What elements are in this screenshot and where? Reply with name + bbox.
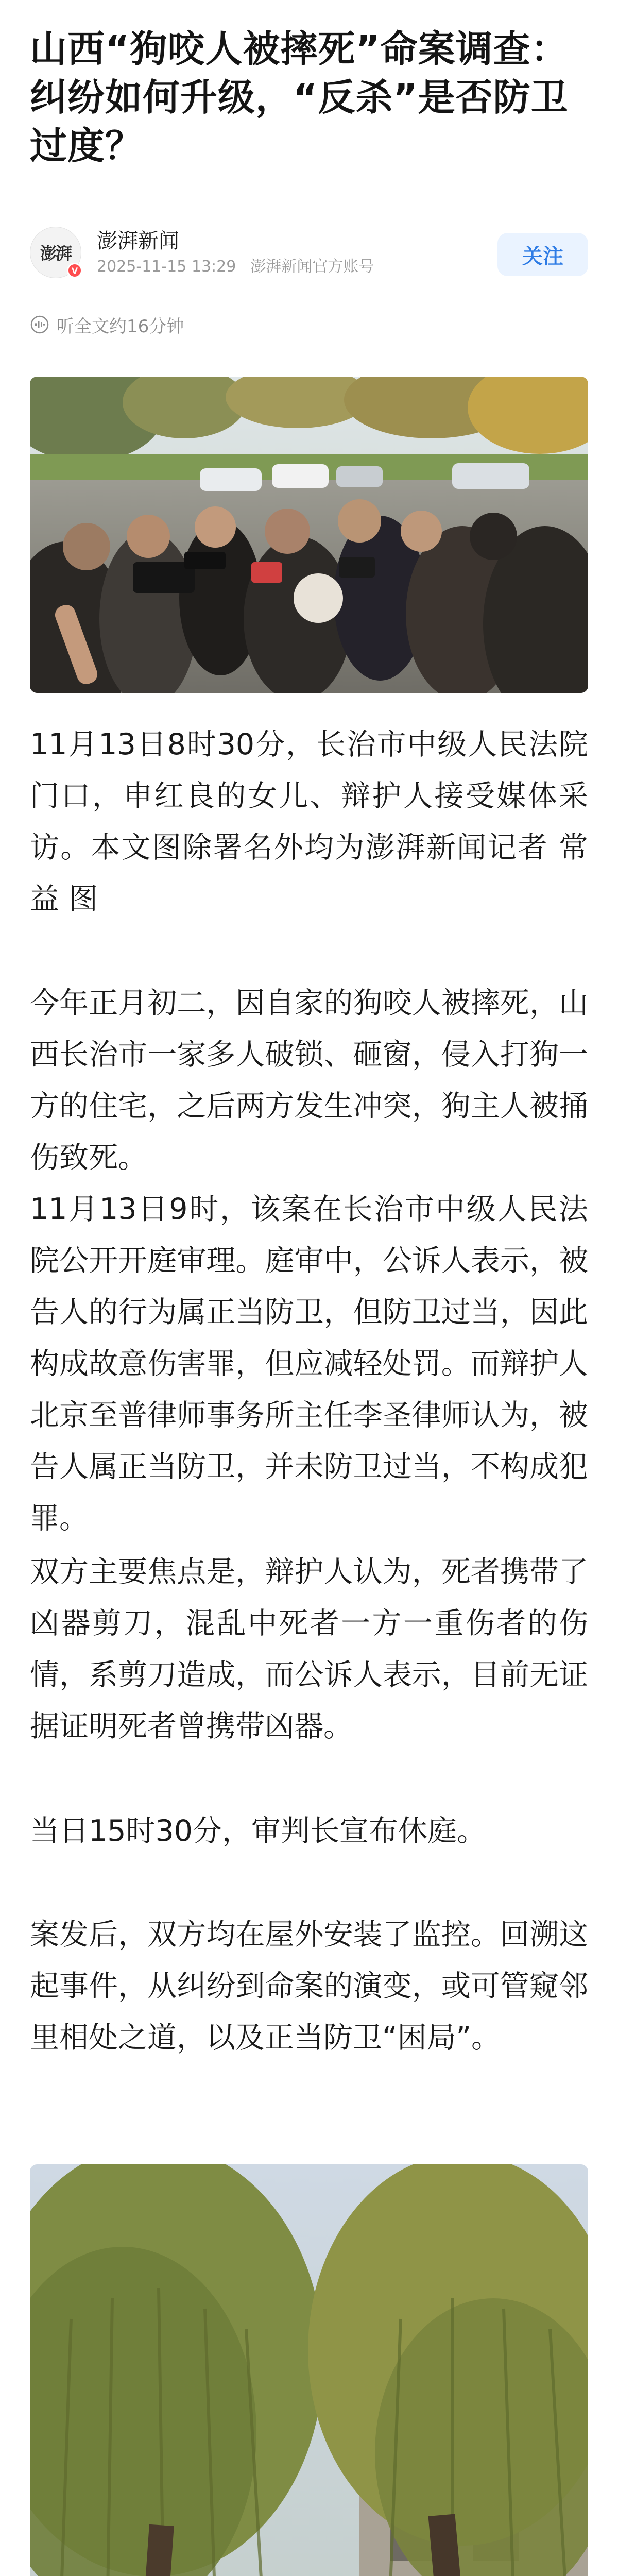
article-paragraph: 11月13日9时，该案在长治市中级人民法院公开开庭审理。庭审中，公诉人表示，被告人的行为属正当防卫，但防卫过当，因此构成故意伤害罪，但应减轻处罚。而辩护人北京至普律师事务所主任李圣律师认为，被告人属正当防卫，并未防卫过当，不构成犯罪。 <box>30 1192 588 1535</box>
article-paragraph: 当日15时30分，审判长宣布休庭。 <box>30 1814 487 1848</box>
verified-badge-icon <box>67 263 82 278</box>
article-paragraph: 案发后，双方均在屋外安装了监控。回溯这起事件，从纠纷到命案的演变，或可管窥邻里相处之道，以及正当防卫“困局”。 <box>30 1918 588 2055</box>
verified-badge-text: V <box>71 265 78 276</box>
willow-tree-photo[interactable] <box>30 2164 588 2576</box>
article-title: 山西“狗咬人被摔死”命案调查：纠纷如何升级，“反杀”是否防卫过度？ <box>30 27 569 167</box>
author-logo-text: 澎湃 <box>40 244 71 263</box>
press-interview-photo[interactable] <box>30 377 588 693</box>
author-name[interactable]: 澎湃新闻 <box>97 229 179 253</box>
article-paragraph: 双方主要焦点是，辩护人认为，死者携带了凶器剪刀，混乱中死者一方一重伤者的伤情，系剪刀造成，而公诉人表示，目前无证据证明死者曾携带凶器。 <box>30 1555 588 1743</box>
author-meta <box>97 258 374 276</box>
listen-label: 听全文约16分钟 <box>57 316 184 337</box>
article-paragraph: 今年正月初二，因自家的狗咬人被摔死，山西长治市一家多人破锁、砸窗，侵入打狗一方的住宅，之后两方发生冲突，狗主人被捅伤致死。 <box>30 986 588 1175</box>
sound-wave-icon <box>30 315 49 334</box>
author-account-type: 澎湃新闻官方账号 <box>250 258 374 276</box>
article-paragraph: 11月13日8时30分，长治市中级人民法院门口，申红良的女儿、辩护人接受媒体采访。本文图除署名外均为澎湃新闻记者 常益 图 <box>30 727 588 916</box>
listen-full-text-button[interactable] <box>30 312 184 337</box>
author-row <box>30 226 588 279</box>
publish-date: 2025-11-15 13:29 <box>97 258 236 276</box>
follow-button[interactable]: 关注 <box>497 233 588 276</box>
